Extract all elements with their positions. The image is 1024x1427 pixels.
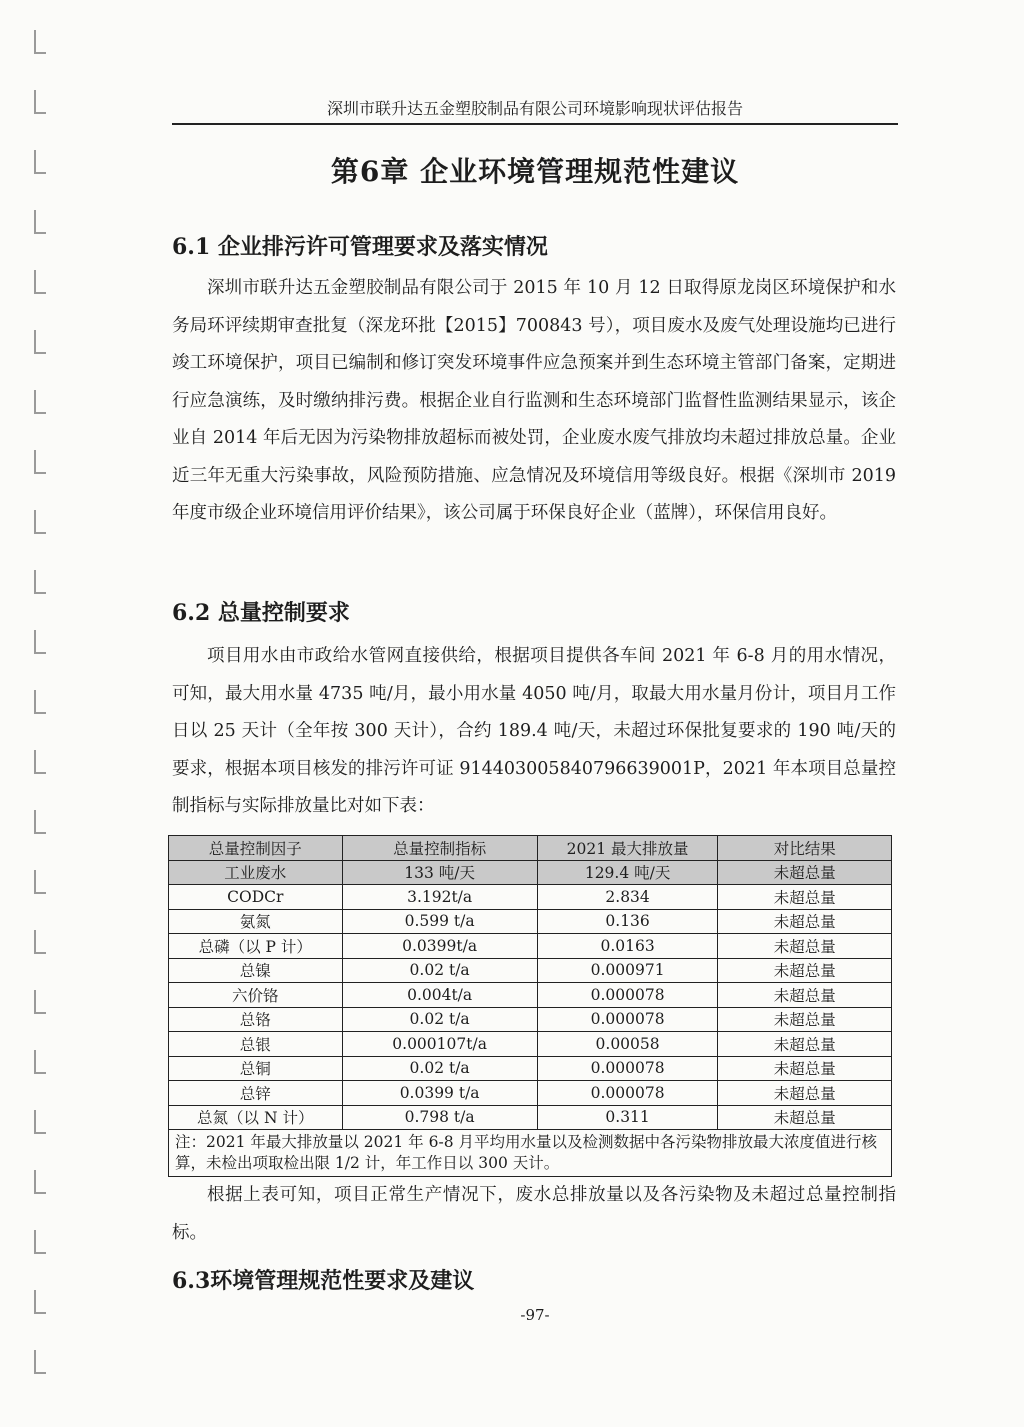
header-max-emission: 2021 最大排放量 [537, 836, 718, 861]
cell-result: 未超总量 [718, 1056, 892, 1081]
cell-result: 未超总量 [718, 1032, 892, 1057]
cell-result: 未超总量 [718, 885, 892, 910]
binding-margin-marks [18, 0, 58, 1427]
header-result: 对比结果 [718, 836, 892, 861]
cell-max: 0.000078 [537, 1056, 718, 1081]
section-title-6-1: 6.1 企业排污许可管理要求及落实情况 [172, 234, 548, 260]
table-row [169, 1105, 892, 1130]
cell-factor: 总铬 [169, 1007, 343, 1032]
table-row [169, 909, 892, 934]
table-row [169, 934, 892, 959]
cell-limit: 0.000107t/a [342, 1032, 537, 1057]
cell-result: 未超总量 [718, 1105, 892, 1130]
section-title-6-2: 6.2 总量控制要求 [172, 600, 350, 626]
cell-limit: 0.599 t/a [342, 909, 537, 934]
table-row [169, 885, 892, 910]
cell-limit: 0.004t/a [342, 983, 537, 1008]
table-row [169, 1081, 892, 1106]
cell-factor: CODCr [169, 885, 343, 910]
cell-limit: 0.02 t/a [342, 1056, 537, 1081]
section-6-2-paragraph: 项目用水由市政给水管网直接供给，根据项目提供各车间 2021 年 6-8 月的用水情况，可知，最大用水量 4735 吨/月，最小用水量 4050 吨/月，取最大用水量月份计，项目月工作日以 25 天计（全年按 300 天计），合约 189.4 吨/天，未超过环保批复要求的 190 吨/天的要求，根据本项目核发的排污许可证 91440300584079663900​1P，2021 年本项目总量控制指标与实际排放量比对如下表： [172, 646, 896, 816]
cell-limit: 133 吨/天 [342, 860, 537, 885]
section-6-2-conclusion: 根据上表可知，项目正常生产情况下，废水总排放量以及各污染物及未超过总量控制指标。 [172, 1185, 896, 1243]
table-row [169, 860, 892, 885]
cell-max: 0.000078 [537, 983, 718, 1008]
cell-max: 0.000078 [537, 1081, 718, 1106]
cell-limit: 0.0399t/a [342, 934, 537, 959]
cell-factor: 总磷（以 P 计） [169, 934, 343, 959]
page-number: -97- [520, 1306, 550, 1324]
cell-result: 未超总量 [718, 1081, 892, 1106]
cell-factor: 总氮（以 N 计） [169, 1105, 343, 1130]
chapter-title: 第6章 企业环境管理规范性建议 [330, 155, 740, 188]
cell-max: 0.0163 [537, 934, 718, 959]
cell-factor: 总铜 [169, 1056, 343, 1081]
cell-result: 未超总量 [718, 860, 892, 885]
cell-limit: 0.02 t/a [342, 958, 537, 983]
cell-factor: 总银 [169, 1032, 343, 1057]
cell-limit: 0.02 t/a [342, 1007, 537, 1032]
cell-max: 0.000971 [537, 958, 718, 983]
table-row [169, 1032, 892, 1057]
cell-limit: 0.798 t/a [342, 1105, 537, 1130]
page-header: 深圳市联升达五金塑胶制品有限公司环境影响现状评估报告 [172, 96, 898, 125]
table-note-row [169, 1130, 892, 1177]
cell-result: 未超总量 [718, 983, 892, 1008]
cell-max: 0.00058 [537, 1032, 718, 1057]
cell-max: 0.311 [537, 1105, 718, 1130]
cell-factor: 总锌 [169, 1081, 343, 1106]
cell-result: 未超总量 [718, 1007, 892, 1032]
cell-max: 129.4 吨/天 [537, 860, 718, 885]
cell-factor: 总镍 [169, 958, 343, 983]
cell-result: 未超总量 [718, 934, 892, 959]
cell-factor: 工业废水 [169, 860, 343, 885]
cell-limit: 3.192t/a [342, 885, 537, 910]
cell-result: 未超总量 [718, 958, 892, 983]
table-row [169, 1007, 892, 1032]
cell-max: 2.834 [537, 885, 718, 910]
header-limit: 总量控制指标 [342, 836, 537, 861]
cell-factor: 六价铬 [169, 983, 343, 1008]
table-row [169, 1056, 892, 1081]
section-6-1-paragraph: 深圳市联升达五金塑胶制品有限公司于 2015 年 10 月 12 日取得原龙岗区环境保护和水务局环评续期审查批复（深龙环批【2015】700843 号），项目废水及废气处理设施均已进行竣工环境保护，项目已编制和修订突发环境事件应急预案并到生态环境主管部门备案，定期进行应急演练，及时缴纳排污费。根据企业自行监测和生态环境部门监督性监测结果显示，该企业自 2014 年后无因为污染物排放超标而被处罚，企业废水废气排放均未超过排放总量。企业近三年无重大污染事故，风险预防措施、应急情况及环境信用等级良好。根据《深圳市 2019 年度市级企业环境信用评价结果》，该公司属于环保良好企业（蓝牌），环保信用良好。 [172, 278, 896, 523]
header-factor: 总量控制因子 [169, 836, 343, 861]
cell-max: 0.000078 [537, 1007, 718, 1032]
section-title-6-3: 6.3环境管理规范性要求及建议 [172, 1268, 475, 1294]
table-header-row [169, 836, 892, 861]
total-control-table [168, 835, 892, 1177]
table-row [169, 958, 892, 983]
cell-factor: 氨氮 [169, 909, 343, 934]
cell-limit: 0.0399 t/a [342, 1081, 537, 1106]
table-row [169, 983, 892, 1008]
cell-result: 未超总量 [718, 909, 892, 934]
table-note: 注：2021 年最大排放量以 2021 年 6-8 月平均用水量以及检测数据中各污染物排放最大浓度值进行核算，未检出项取检出限 1/2 计，年工作日以 300 天计。 [169, 1130, 892, 1177]
cell-max: 0.136 [537, 909, 718, 934]
